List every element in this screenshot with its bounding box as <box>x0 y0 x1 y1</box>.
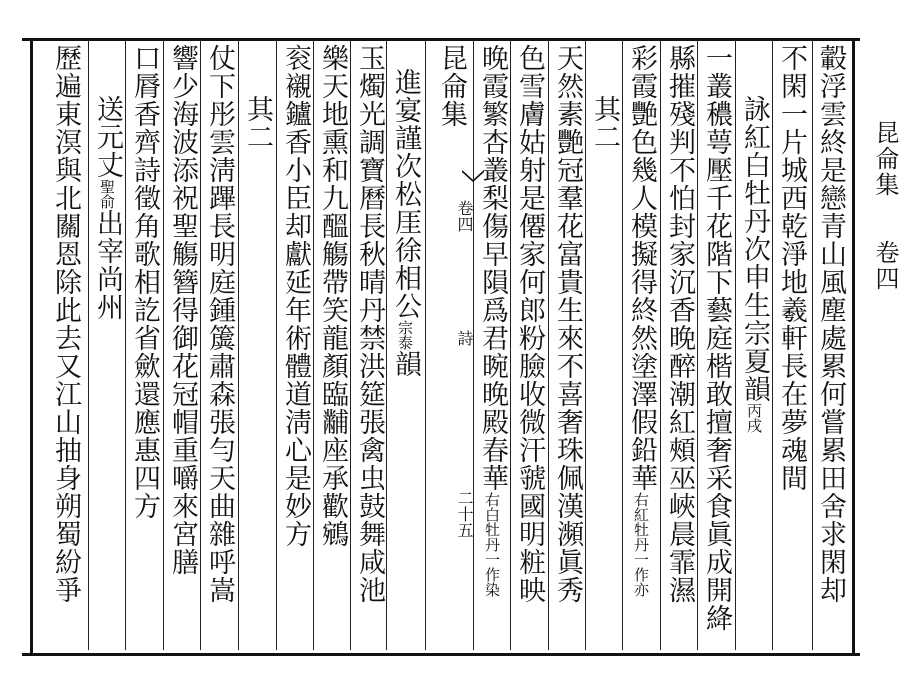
center-section: 詩 <box>455 330 474 346</box>
text-column: 仗下彤雲淸蹕長明庭鍾簴肅森張勻天曲雜呼嵩 <box>204 44 235 604</box>
column-rule <box>88 40 89 650</box>
column-rule <box>510 40 511 650</box>
poem-title: 進宴謹次松厓徐相公 <box>390 68 421 320</box>
title-note: 聖俞 <box>98 179 116 209</box>
text-column: 一叢穠萼壓千花階下藝庭楷敢擅奢采食眞成開絳 <box>701 44 732 632</box>
title-note: 丙戌 <box>745 403 763 433</box>
subtitle-column: 其二 <box>242 95 273 151</box>
column-rule <box>200 40 201 650</box>
column-rule <box>697 40 698 650</box>
text-column: 天然素艷冠羣花富貴生來不喜奢珠佩漢瀕眞秀 <box>552 44 583 604</box>
text-column: 衮襯鑪香小臣却獻延年術體道淸心是妙方 <box>280 44 311 548</box>
text-column: 縣摧殘判不怕封家沉香晚醉潮紅頰巫峽晨霏濕 <box>664 44 695 604</box>
poem-title: 送元丈 <box>92 95 123 179</box>
verse-note: 右紅牡丹一作亦 <box>632 492 650 597</box>
center-page-number: 二十五 <box>455 490 474 538</box>
text-column: 樂天地熏和九醞觴帶笑龍顏臨黼座承歡鵷 <box>317 44 348 548</box>
poem-title-end: 韻 <box>390 350 421 378</box>
column-rule <box>772 40 773 650</box>
fish-tail-ornament-icon <box>462 170 484 182</box>
column-rule <box>585 40 586 650</box>
text-column: 玉燭光調寶曆長秋晴丹禁洪筵張禽虫鼓舞咸池 <box>354 44 385 604</box>
subtitle-column: 其二 <box>589 95 620 151</box>
column-rule <box>386 40 387 650</box>
margin-book-title: 昆侖集 <box>871 120 899 198</box>
column-rule <box>125 40 126 650</box>
verse-text: 晚霞繁杏叢梨傷早隕爲君晼晚殿春華 <box>477 44 508 492</box>
column-rule <box>313 40 314 650</box>
column-rule <box>350 40 351 650</box>
column-rule <box>276 40 277 650</box>
title-note: 宗泰 <box>396 320 414 350</box>
poem-title-column <box>92 95 122 321</box>
center-volume: 卷四 <box>455 200 474 232</box>
text-column: 不閑一片城西乾淨地羲軒長在夢魂間 <box>776 44 807 492</box>
poem-title-column <box>390 68 420 378</box>
frame-right-border <box>852 38 855 653</box>
column-rule <box>163 40 164 650</box>
text-column: 色雪膚姑射是僊家何郎粉臉收微汗虢國明粧映 <box>514 44 545 604</box>
frame-left-border <box>30 38 33 653</box>
text-column: 歷遍東溟與北關恩除此去又江山抽身朔蜀紛爭 <box>50 44 81 604</box>
column-rule <box>622 40 623 650</box>
center-book-title: 昆侖集 <box>436 44 467 128</box>
poem-title-end: 出宰尚州 <box>92 209 123 321</box>
text-column: 轂浮雲終是戀青山風塵處累何嘗累田舍求閑却 <box>815 44 846 604</box>
verse-note: 右白牡丹一作染 <box>483 492 501 597</box>
column-rule <box>548 40 549 650</box>
verse-text: 彩霞艷色幾人模擬得終然塗澤假鉛華 <box>626 44 657 492</box>
center-rule-left <box>425 40 426 650</box>
text-column <box>626 44 656 597</box>
poem-title-column <box>739 95 769 433</box>
text-column: 口脣香齊詩徵角歌相訖省歛還應惠四方 <box>129 44 160 520</box>
column-rule <box>812 40 813 650</box>
text-column: 響少海波添祝聖觴簪得御花冠帽重嚼來宮膳 <box>167 44 198 576</box>
column-rule <box>238 40 239 650</box>
poem-title: 詠紅白牡丹次申生宗夏韻 <box>739 95 770 403</box>
column-rule <box>735 40 736 650</box>
margin-volume: 卷四 <box>871 240 899 292</box>
column-rule <box>660 40 661 650</box>
text-column <box>477 44 507 597</box>
